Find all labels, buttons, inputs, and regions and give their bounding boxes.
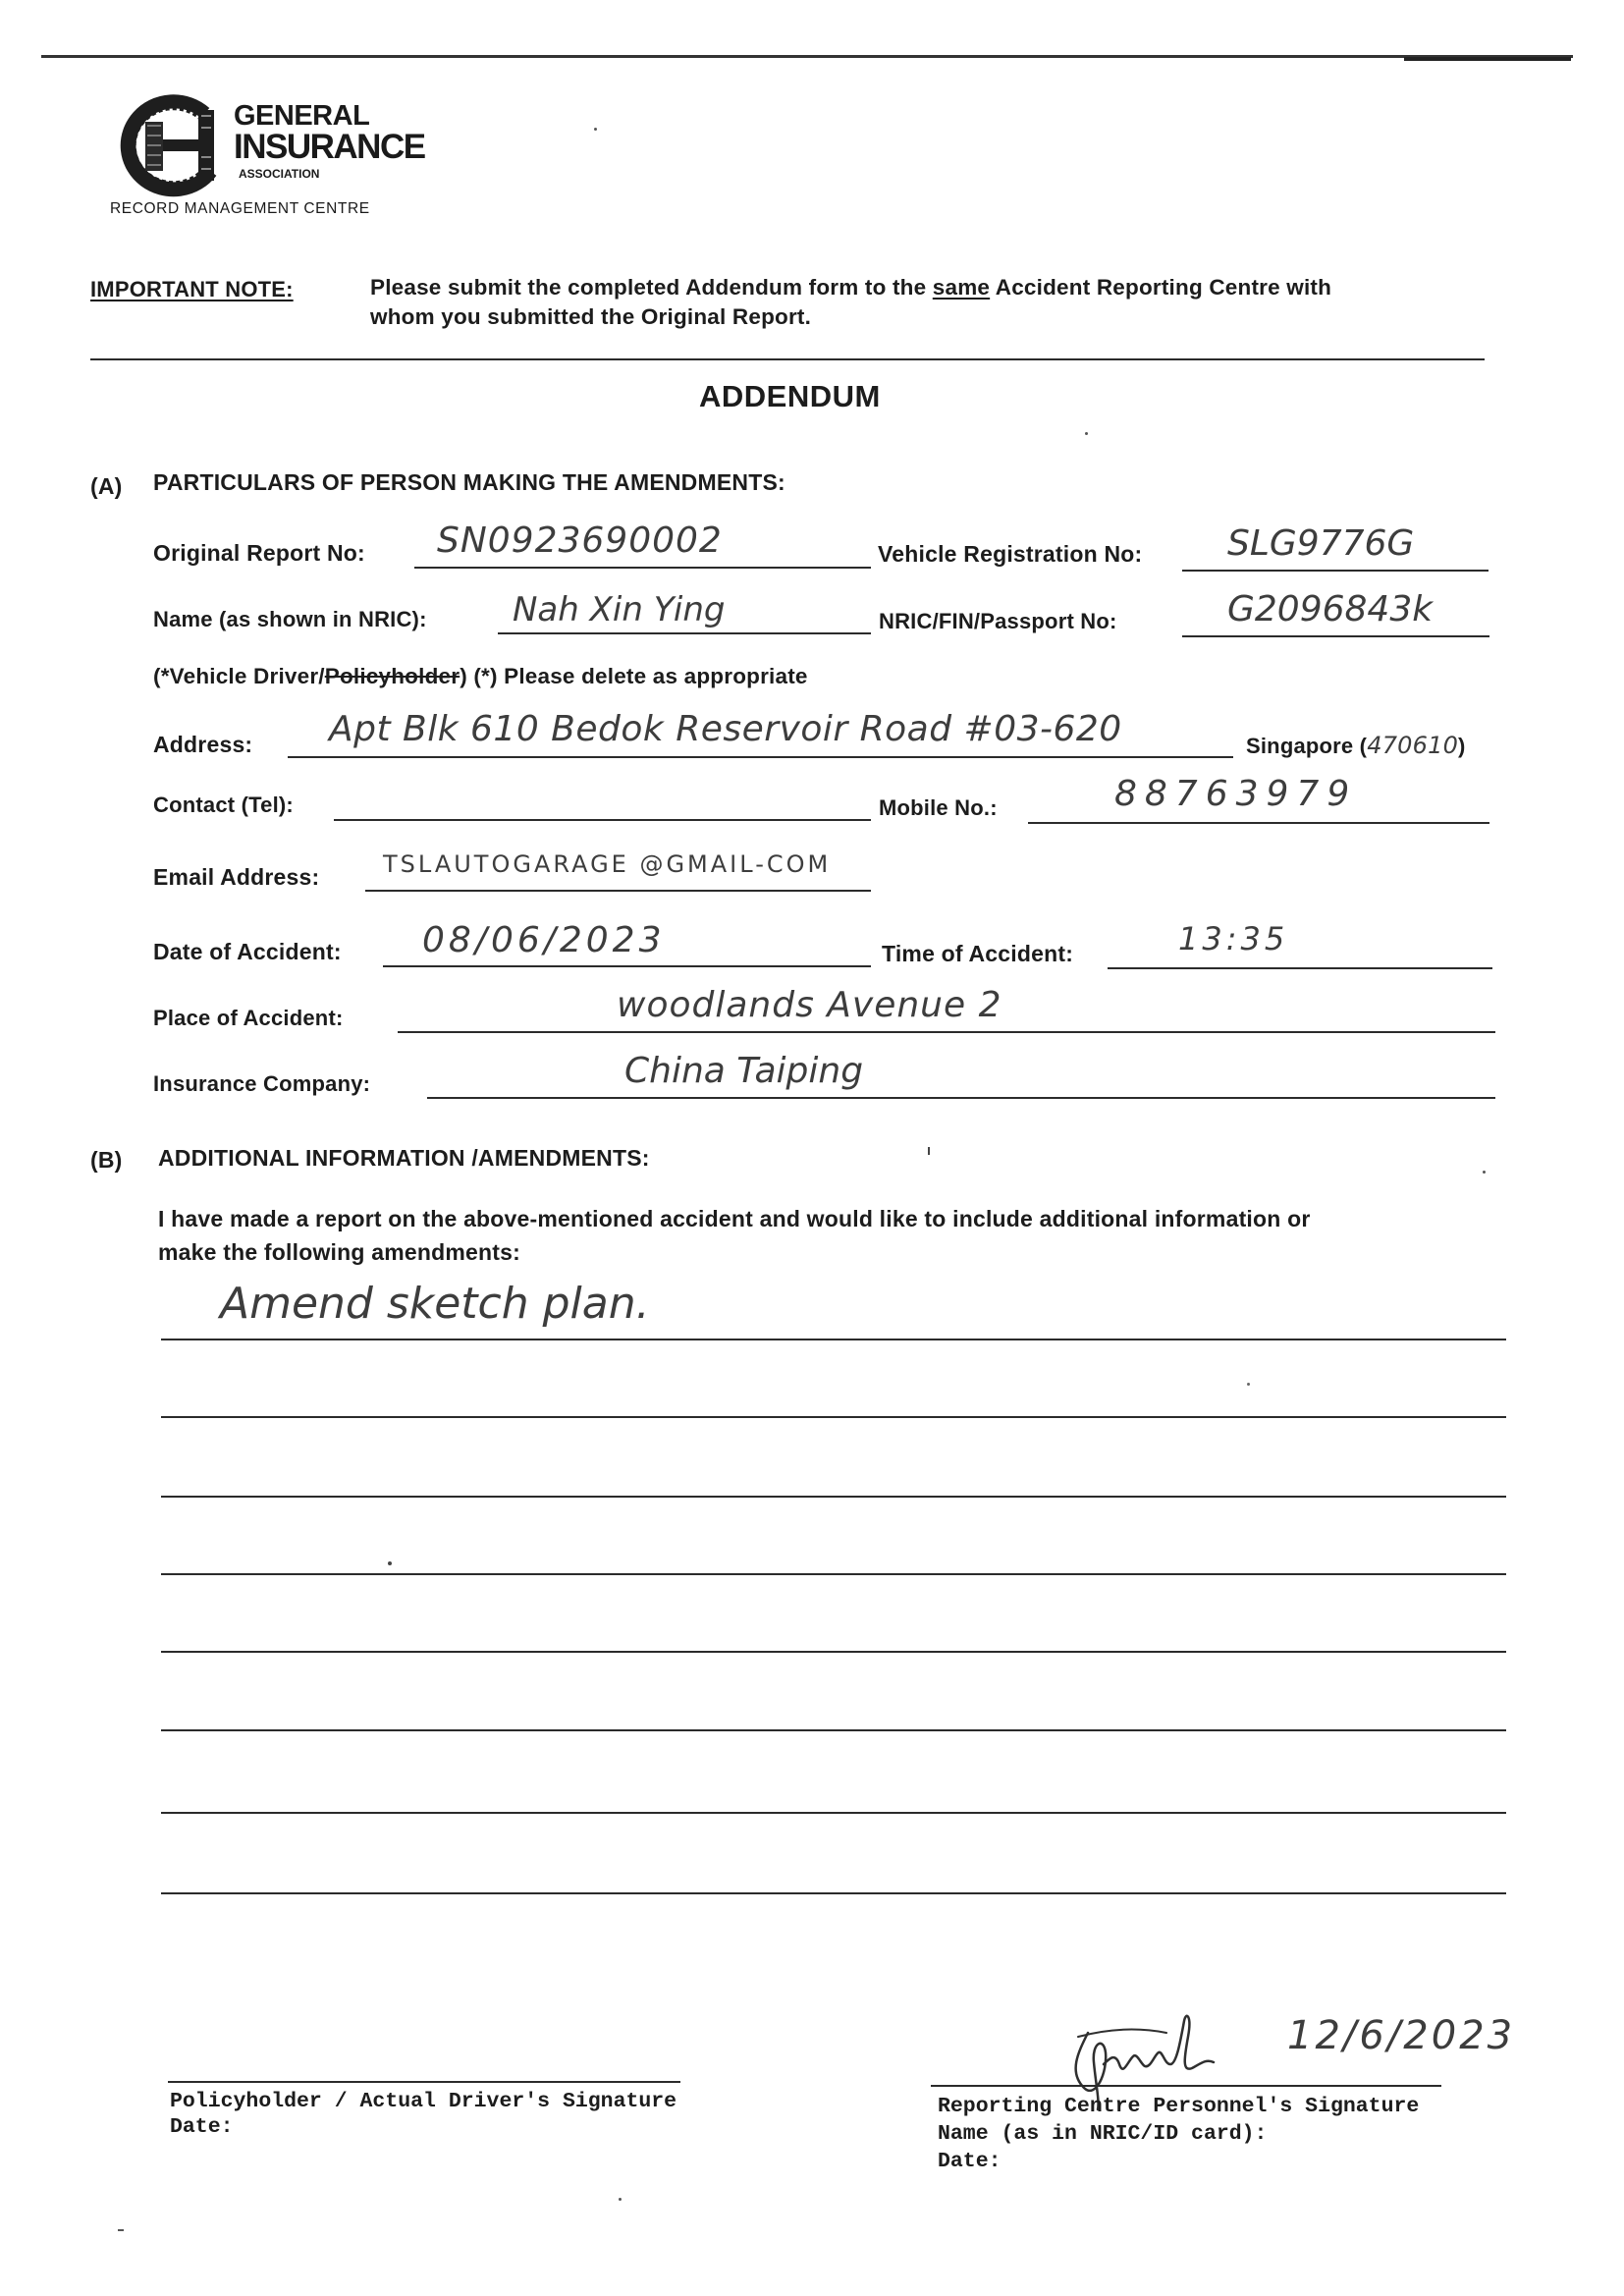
centre-date-label: Date: xyxy=(938,2150,1001,2173)
email-line xyxy=(365,890,871,892)
amendment-line-7 xyxy=(161,1812,1506,1814)
place-of-accident-label: Place of Accident: xyxy=(153,1006,344,1030)
role-note-prefix: (*Vehicle Driver/ xyxy=(153,664,325,688)
amendment-line-1 xyxy=(161,1339,1506,1340)
time-of-accident-line xyxy=(1108,967,1492,969)
important-note-text-after: Accident Reporting Centre with xyxy=(990,275,1332,300)
scan-speck xyxy=(118,2229,124,2231)
place-of-accident-value: woodlands Avenue 2 xyxy=(617,985,1002,1025)
form-title: ADDENDUM xyxy=(699,379,881,413)
time-of-accident-value: 13:35 xyxy=(1178,920,1289,957)
scan-speck xyxy=(594,128,597,131)
date-of-accident-value: 08/06/2023 xyxy=(422,920,666,960)
email-value: TSLAUTOGARAGE @GMAIL-COM xyxy=(383,850,832,878)
name-value: Nah Xin Ying xyxy=(513,590,726,629)
vehicle-registration-no-label: Vehicle Registration No: xyxy=(878,541,1143,567)
section-b-heading: ADDITIONAL INFORMATION /AMENDMENTS: xyxy=(158,1145,650,1171)
logo-word-general: GENERAL xyxy=(234,100,370,132)
original-report-no-line xyxy=(414,567,871,569)
important-note-line2: whom you submitted the Original Report. xyxy=(370,304,812,329)
section-b-marker: (B) xyxy=(90,1147,123,1173)
scan-top-edge-line xyxy=(41,55,1573,58)
mobile-no-label: Mobile No.: xyxy=(879,795,998,820)
place-of-accident-line xyxy=(398,1031,1495,1033)
address-postal-code: 470610 xyxy=(1367,732,1459,759)
amendment-line-6 xyxy=(161,1729,1506,1731)
address-label: Address: xyxy=(153,732,253,757)
original-report-no-value: SN0923690002 xyxy=(437,520,723,561)
centre-signed-date: 12/6/2023 xyxy=(1287,2013,1516,2058)
section-a-heading: PARTICULARS OF PERSON MAKING THE AMENDMENTS: xyxy=(153,469,785,495)
name-line xyxy=(498,632,871,634)
scan-speck xyxy=(388,1561,392,1565)
policyholder-signature-label: Policyholder / Actual Driver's Signature xyxy=(170,2090,677,2113)
amendment-line-5 xyxy=(161,1651,1506,1653)
policyholder-date-label: Date: xyxy=(170,2115,234,2139)
important-note-emphasis: same xyxy=(932,275,991,300)
address-line xyxy=(288,756,1233,758)
nric-fin-passport-no-value: G2096843k xyxy=(1227,589,1434,629)
logo-word-insurance: INSURANCE xyxy=(234,128,425,166)
important-note-line1 xyxy=(370,275,1331,301)
address-country: Singapore ( xyxy=(1246,734,1368,758)
scan-top-edge-mark xyxy=(1404,57,1571,61)
amendment-line-8 xyxy=(161,1892,1506,1894)
section-b-intro-line1: I have made a report on the above-mentioned accident and would like to include additional information or xyxy=(158,1206,1311,1231)
section-a-marker: (A) xyxy=(90,473,123,499)
section-b-intro-line2: make the following amendments: xyxy=(158,1239,520,1265)
nric-fin-passport-no-line xyxy=(1182,635,1489,637)
policyholder-signature-line xyxy=(168,2081,680,2083)
mobile-no-value: 88763979 xyxy=(1114,774,1358,814)
insurance-company-line xyxy=(427,1097,1495,1099)
insurance-company-value: China Taiping xyxy=(624,1051,864,1091)
gia-logo xyxy=(108,92,432,220)
scan-speck xyxy=(1085,432,1088,435)
vehicle-registration-no-line xyxy=(1182,570,1489,572)
time-of-accident-label: Time of Accident: xyxy=(882,941,1074,966)
address-value: Apt Blk 610 Bedok Reservoir Road #03-620 xyxy=(329,709,1122,749)
contact-tel-line xyxy=(334,819,871,821)
email-label: Email Address: xyxy=(153,864,320,890)
role-note xyxy=(153,664,808,689)
address-close-paren: ) xyxy=(1458,734,1466,758)
gia-emblem-icon xyxy=(108,92,236,200)
centre-signature-scribble xyxy=(1049,1994,1274,2111)
centre-signature-line xyxy=(931,2085,1441,2087)
scan-speck xyxy=(619,2198,622,2201)
scan-speck xyxy=(928,1147,930,1155)
note-divider xyxy=(90,358,1485,360)
nric-fin-passport-no-label: NRIC/FIN/Passport No: xyxy=(879,609,1117,633)
name-label: Name (as shown in NRIC): xyxy=(153,607,427,631)
address-country-label xyxy=(1246,732,1466,759)
centre-signature-label: Reporting Centre Personnel's Signature xyxy=(938,2095,1420,2118)
amendment-line-4 xyxy=(161,1573,1506,1575)
mobile-no-line xyxy=(1028,822,1489,824)
date-of-accident-line xyxy=(383,965,871,967)
contact-tel-label: Contact (Tel): xyxy=(153,793,294,817)
amendment-line-2 xyxy=(161,1416,1506,1418)
important-note-text-before: Please submit the completed Addendum form to the xyxy=(370,275,933,300)
important-note-label: IMPORTANT NOTE: xyxy=(90,277,294,301)
role-note-suffix: ) (*) Please delete as appropriate xyxy=(460,664,808,688)
scan-speck xyxy=(1483,1171,1486,1174)
logo-tagline: RECORD MANAGEMENT CENTRE xyxy=(110,200,370,217)
vehicle-registration-no-value: SLG9776G xyxy=(1227,523,1415,564)
centre-name-label: Name (as in NRIC/ID card): xyxy=(938,2122,1268,2146)
insurance-company-label: Insurance Company: xyxy=(153,1071,371,1096)
role-note-struck-option: Policyholder xyxy=(324,664,460,688)
date-of-accident-label: Date of Accident: xyxy=(153,939,342,964)
logo-word-association: ASSOCIATION xyxy=(239,167,320,181)
amendment-text: Amend sketch plan. xyxy=(220,1279,650,1329)
scan-speck xyxy=(1247,1383,1250,1386)
amendment-line-3 xyxy=(161,1496,1506,1498)
original-report-no-label: Original Report No: xyxy=(153,540,365,566)
